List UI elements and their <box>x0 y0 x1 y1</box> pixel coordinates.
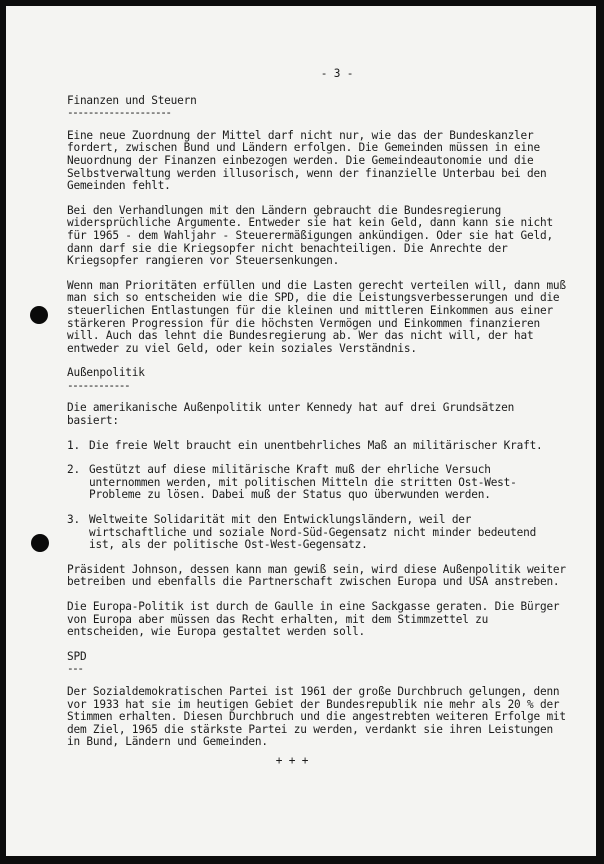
section-heading: SPD <box>67 649 87 663</box>
paragraph: Der Sozialdemokratischen Partei ist 1961 der große Durchbruch gelungen, denn vor 1933 hat sie im heutigen Gebiet der Bundesrepublik nie mehr als 20 % der Stimmen erhalten. Diesen Durchbruch und die angestrebten weiteren Erfolge mit dem Ziel, 1965 die stärkste Partei zu werden, verdankt sie ihren Leistungen in Bund, Ländern und Gemeinden. <box>67 684 566 749</box>
list-text: Weltweite Solidarität mit den Entwicklungsländern, weil der wirtschaftliche und soziale Nord-Süd-Gegensatz nicht minder bedeutend ist, als der politische Ost-West-Gegensatz. <box>89 513 537 552</box>
list-item <box>67 514 567 552</box>
paragraph: Die Europa-Politik ist durch de Gaulle in eine Sackgasse geraten. Die Bürger von Europa aber müssen das Recht erhalten, mit dem Stimmzettel zu entscheiden, wie Europa gestaltet werden soll. <box>67 600 560 639</box>
heading-underline: --- <box>67 663 83 676</box>
heading-underline: ------------ <box>67 379 130 392</box>
paragraph: Die amerikanische Außenpolitik unter Kennedy hat auf drei Grundsätzen basiert: <box>67 401 515 428</box>
heading-underline: -------------------- <box>67 107 171 120</box>
list-item <box>67 464 567 502</box>
list-number: 3. <box>67 513 80 527</box>
section-spd <box>67 651 567 749</box>
paragraph: Eine neue Zuordnung der Mittel darf nicht nur, wie das der Bundeskanzler fordert, zwischen Bund und Ländern erfolgen. Die Gemeinden müssen in eine Neuordnung der Finanzen einbezogen werden. Die Gemeindeautonomie und die Selbstverwaltung werden illusorisch, wenn der finanzielle Unterbau bei den Gemeinden fehlt. <box>67 128 547 193</box>
punch-hole-top <box>30 306 48 324</box>
list-number: 1. <box>67 438 80 452</box>
section-heading: Finanzen und Steuern <box>67 93 197 107</box>
paragraph: Präsident Johnson, dessen kann man gewiß sein, wird diese Außenpolitik weiter betreiben und ebenfalls die Partnerschaft zwischen Europa und USA anstreben. <box>67 562 566 589</box>
document-body <box>67 68 567 768</box>
principles-list <box>67 440 567 552</box>
closing-mark: + + + <box>275 753 309 767</box>
page-number: - 3 - <box>320 67 354 80</box>
paragraph: Wenn man Prioritäten erfüllen und die Lasten gerecht verteilen will, dann muß man sich so entscheiden wie die SPD, die die Leistungsverbesserungen und die steuerlichen Entlastungen für die kleinen und mittleren Einkommen aus einer stärkeren Progression für die höchsten Vermögen und Einkommen finanzieren will. Auch das lehnt die Bundesregierung ab. Wer das nicht will, der hat entweder zu viel Geld, oder kein soziales Verständnis. <box>67 278 566 355</box>
section-heading: Außenpolitik <box>67 366 145 380</box>
section-finanzen <box>67 95 567 356</box>
section-aussenpolitik <box>67 367 567 639</box>
list-text: Die freie Welt braucht ein unentbehrliches Maß an militärischer Kraft. <box>89 438 543 452</box>
list-text: Gestützt auf diese militärische Kraft muß der ehrliche Versuch unternommen werden, mit politischen Mitteln die stritten Ost-West-Probleme zu lösen. Dabei muß der Status quo überwunden werden. <box>89 463 517 502</box>
list-item <box>67 440 567 453</box>
paragraph: Bei den Verhandlungen mit den Ländern gebraucht die Bundesregierung widersprüchliche Argumente. Entweder sie hat kein Geld, dann kann sie nicht für 1965 - dem Wahljahr - Steuerermäßigungen ankündigen. Oder sie hat Geld, dann darf sie die Kriegsopfer nicht benachteiligen. Die Anrechte der Kriegsopfer rangieren vor Steuersenkungen. <box>67 203 553 268</box>
list-number: 2. <box>67 463 80 477</box>
punch-hole-bottom <box>31 534 49 552</box>
